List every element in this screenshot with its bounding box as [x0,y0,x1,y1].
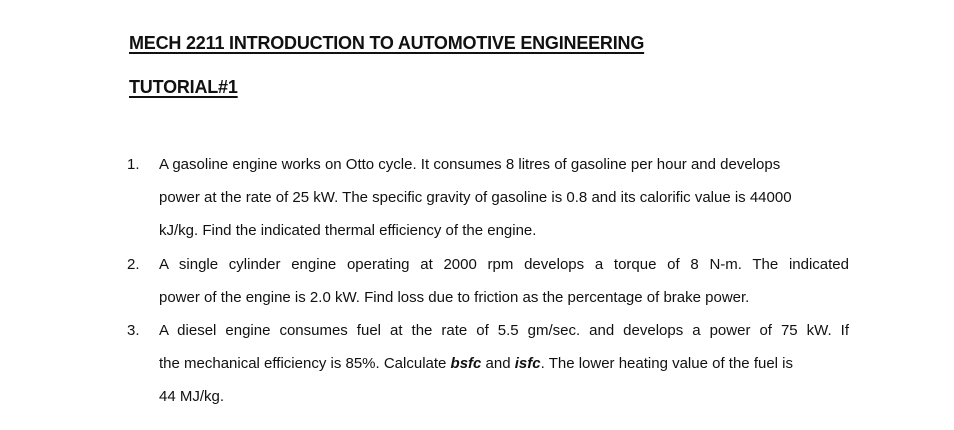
question-number: 2. [127,256,140,273]
question-line: A single cylinder engine operating at 2000 rpm develops a torque of 8 N-m. The indicated [159,256,849,273]
question-line [159,347,849,381]
question-number: 1. [127,156,140,173]
question-text: the mechanical efficiency is 85%. Calculate [159,355,451,372]
question-line: A diesel engine consumes fuel at the rate of 5.5 gm/sec. and develops a power of 75 kW. If [159,322,849,339]
isfc-term: isfc [514,355,541,372]
tutorial-title: TUTORIAL#1 [129,77,238,97]
question-line: kJ/kg. Find the indicated thermal efficiency of the engine. [159,222,537,239]
question-line: power at the rate of 25 kW. The specific gravity of gasoline is 0.8 and its calorific value is 44000 [159,189,792,206]
question-line: 44 MJ/kg. [159,388,225,405]
question-text: . The lower heating value of the fuel is [540,355,794,372]
question-line: A gasoline engine works on Otto cycle. It consumes 8 litres of gasoline per hour and develops [159,156,781,173]
bsfc-term: bsfc [450,355,482,372]
question-number: 3. [127,322,140,339]
question-text: and [481,355,515,372]
question-line: power of the engine is 2.0 kW. Find loss due to friction as the percentage of brake power. [159,289,750,306]
course-title: MECH 2211 INTRODUCTION TO AUTOMOTIVE ENGINEERING [129,33,645,53]
